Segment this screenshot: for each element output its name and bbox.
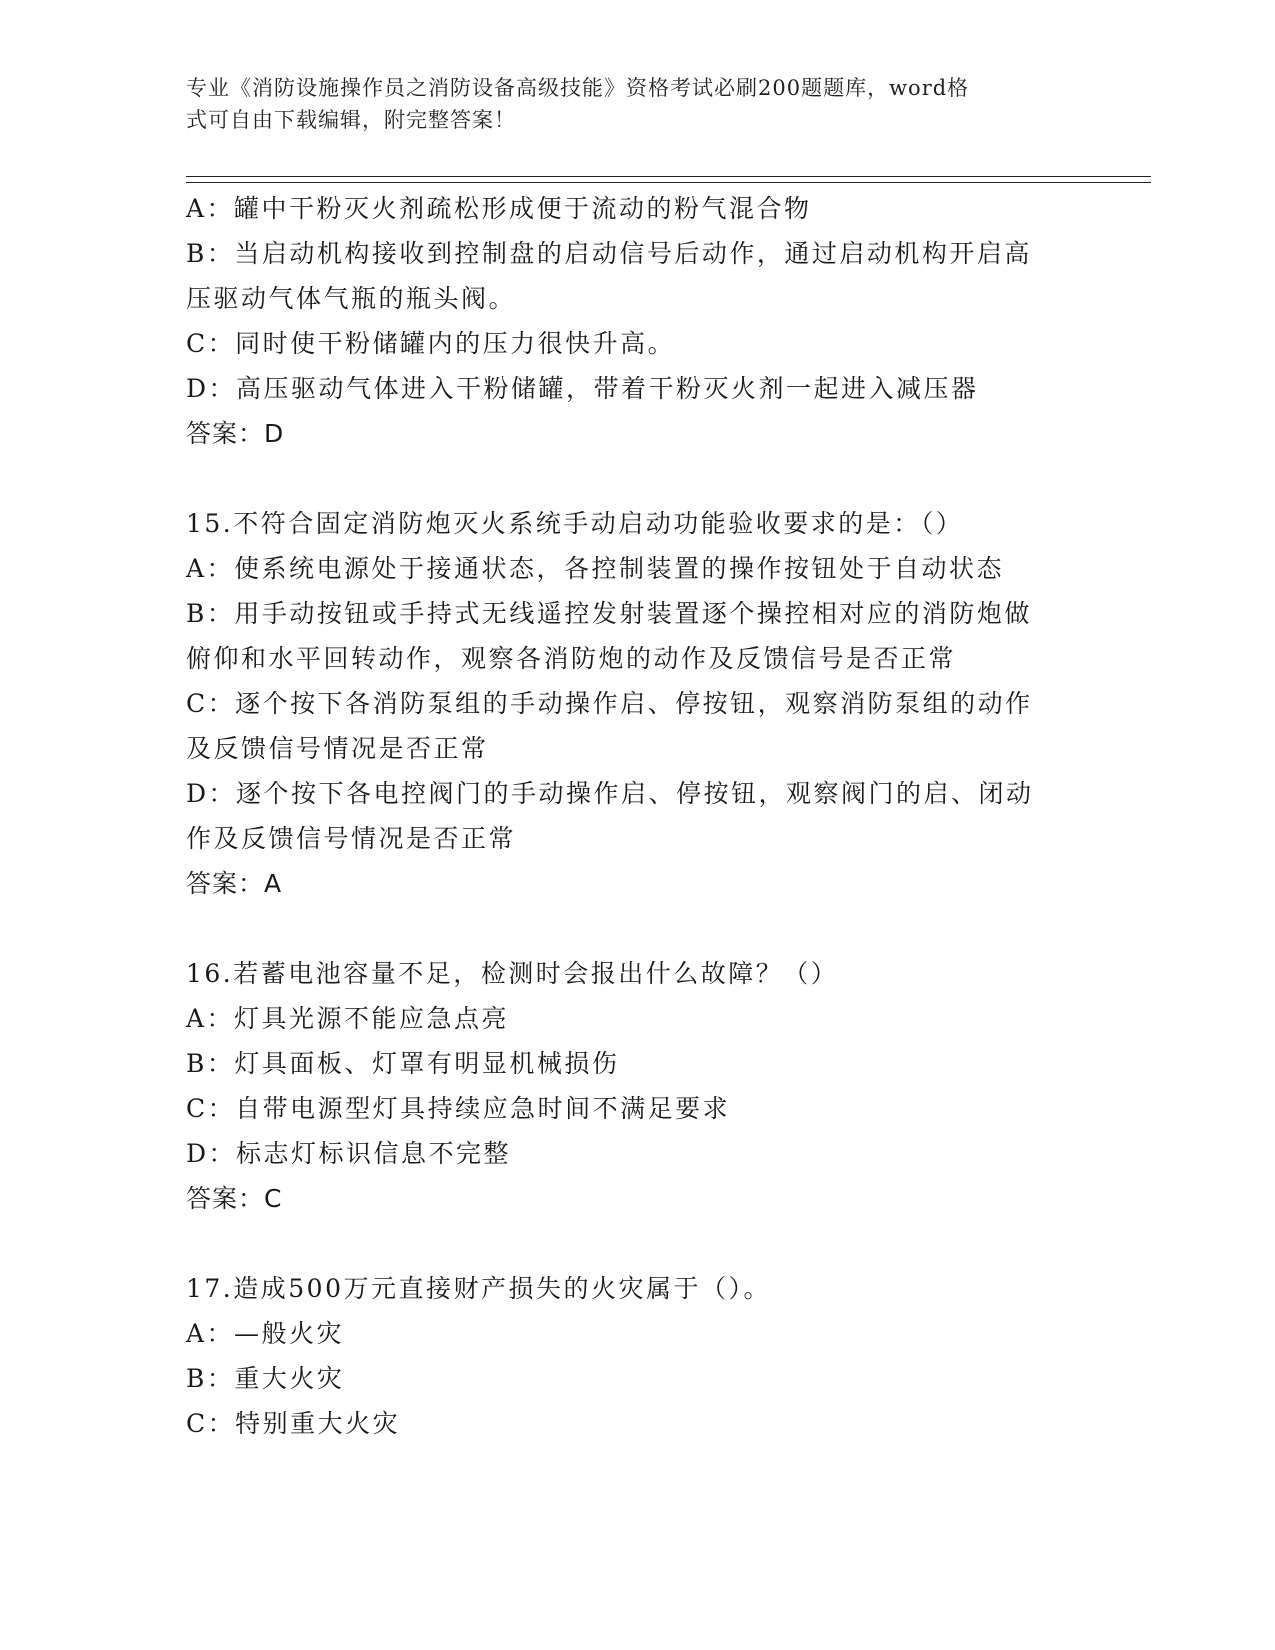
- option-b-continued: 压驱动气体气瓶的瓶头阀。: [186, 284, 517, 313]
- option-b: B：灯具面板、灯罩有明显机械损伤: [186, 1049, 620, 1078]
- question-15: [186, 501, 1086, 906]
- option-b-continued: 俯仰和水平回转动作，观察各消防炮的动作及反馈信号是否正常: [186, 644, 957, 673]
- spacer: [186, 1221, 1086, 1266]
- question-list: [186, 186, 1086, 1446]
- header-line-1: 专业《消防设施操作员之消防设备高级技能》资格考试必刷200题题库，word格: [186, 76, 970, 100]
- option-a: A：灯具光源不能应急点亮: [186, 1004, 510, 1033]
- document-header: [186, 72, 1066, 136]
- question-text: 17.造成500万元直接财产损失的火灾属于（）。: [186, 1274, 771, 1303]
- header-divider: [186, 176, 1151, 183]
- option-a: A：—般火灾: [186, 1319, 345, 1348]
- option-d-continued: 作及反馈信号情况是否正常: [186, 824, 517, 853]
- spacer: [186, 906, 1086, 951]
- question-16: [186, 951, 1086, 1221]
- question-14: [186, 186, 1086, 456]
- option-c: C：逐个按下各消防泵组的手动操作启、停按钮，观察消防泵组的动作: [186, 689, 1033, 718]
- spacer: [186, 456, 1086, 501]
- option-b: B：当启动机构接收到控制盘的启动信号后动作，通过启动机构开启高: [186, 239, 1032, 268]
- option-d: D：标志灯标识信息不完整: [186, 1139, 512, 1168]
- option-a: A：罐中干粉灭火剂疏松形成便于流动的粉气混合物: [186, 194, 812, 223]
- answer: 答案：A: [186, 869, 283, 898]
- answer: 答案：C: [186, 1184, 283, 1213]
- question-17: [186, 1266, 1086, 1446]
- option-c: C：特别重大火灾: [186, 1409, 401, 1438]
- option-b: B：用手动按钮或手持式无线遥控发射装置逐个操控相对应的消防炮做: [186, 599, 1032, 628]
- header-line-2: 式可自由下载编辑，附完整答案！: [186, 108, 516, 132]
- option-c: C：同时使干粉储罐内的压力很快升高。: [186, 329, 676, 358]
- option-c: C：自带电源型灯具持续应急时间不满足要求: [186, 1094, 731, 1123]
- question-text: 15.不符合固定消防炮灭火系统手动启动功能验收要求的是：（）: [186, 509, 964, 538]
- option-c-continued: 及反馈信号情况是否正常: [186, 734, 489, 763]
- option-a: A：使系统电源处于接通状态，各控制装置的操作按钮处于自动状态: [186, 554, 1005, 583]
- question-text: 16.若蓄电池容量不足，检测时会报出什么故障？（）: [186, 959, 839, 988]
- option-d: D：高压驱动气体进入干粉储罐，带着干粉灭火剂一起进入减压器: [186, 374, 979, 403]
- option-d: D：逐个按下各电控阀门的手动操作启、停按钮，观察阀门的启、闭动: [186, 779, 1034, 808]
- answer: 答案：D: [186, 419, 285, 448]
- option-b: B：重大火灾: [186, 1364, 345, 1393]
